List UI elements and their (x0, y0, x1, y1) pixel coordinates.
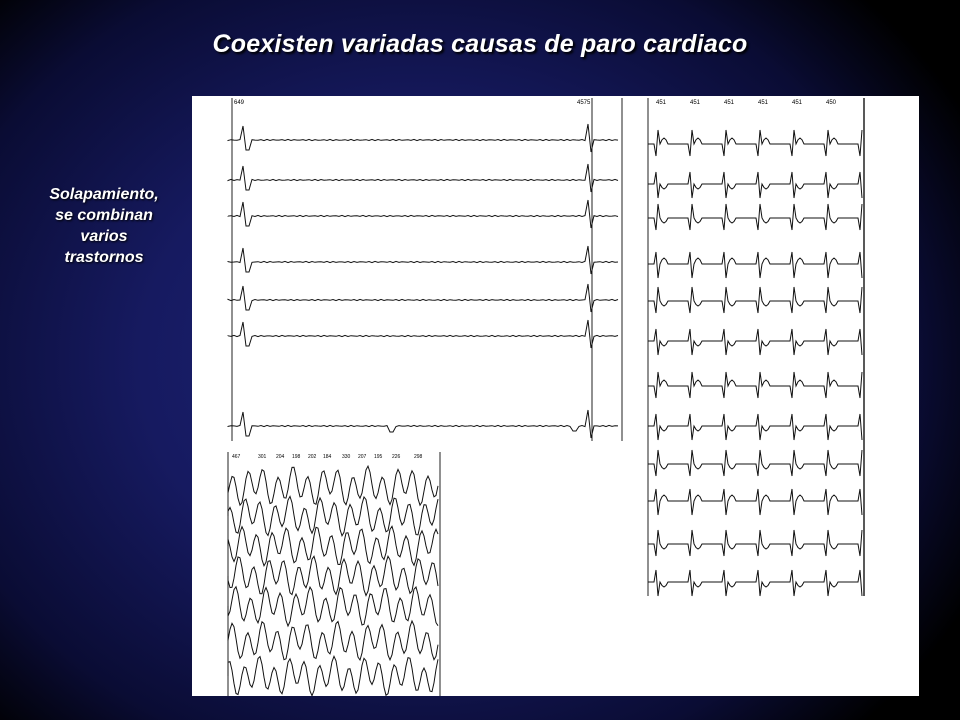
ecg-trace (648, 570, 862, 596)
side-note (20, 184, 188, 268)
ecg-trace (228, 656, 438, 695)
ecg-trace (228, 496, 438, 535)
ecg-label: 451 (758, 100, 769, 106)
ecg-label: 467 (232, 454, 241, 460)
ecg-label: 184 (323, 454, 332, 460)
side-note-line-1: Solapamiento, (49, 186, 159, 203)
ecg-label: 198 (292, 454, 301, 460)
ecg-label: 451 (724, 100, 735, 106)
ecg-trace (648, 450, 862, 476)
ecg-trace (648, 252, 862, 278)
ecg-label: 4575 (577, 100, 591, 106)
ecg-trace (648, 172, 862, 198)
ecg-label: 330 (342, 454, 351, 460)
side-note-line-3: varios (80, 228, 128, 245)
ecg-trace (228, 621, 438, 660)
ecg-trace (228, 320, 618, 348)
ecg-trace (648, 204, 862, 230)
ecg-panel-regular-rhythm (648, 98, 864, 596)
ecg-trace (648, 530, 862, 556)
ecg-label: 301 (258, 454, 267, 460)
ecg-label: 207 (358, 454, 367, 460)
ecg-trace (648, 372, 862, 398)
ecg-trace (228, 410, 618, 438)
ecg-label: 204 (276, 454, 285, 460)
ecg-trace (228, 284, 618, 312)
ecg-label: 202 (308, 454, 317, 460)
ecg-trace (228, 526, 438, 566)
ecg-trace (228, 124, 618, 152)
ecg-trace (228, 556, 438, 595)
ecg-tracings-image (192, 96, 919, 696)
slide-title: Coexisten variadas causas de paro cardiaco (212, 30, 748, 58)
ecg-panel-fibrillation (228, 452, 440, 696)
ecg-label: 451 (690, 100, 701, 106)
ecg-trace (228, 466, 438, 505)
ecg-trace (648, 329, 862, 355)
side-note-line-4: trastornos (64, 249, 144, 266)
ecg-label: 195 (374, 454, 383, 460)
ecg-label: 451 (656, 100, 667, 106)
ecg-trace (228, 164, 618, 192)
ecg-label: 226 (392, 454, 401, 460)
ecg-label: 649 (234, 100, 245, 106)
ecg-trace (228, 246, 618, 274)
ecg-trace (228, 200, 618, 228)
ecg-trace (648, 414, 862, 440)
ecg-figure (192, 96, 919, 696)
ecg-trace (648, 130, 862, 156)
ecg-trace (648, 489, 862, 515)
ecg-label: 450 (826, 100, 837, 106)
ecg-panel-asystole (228, 98, 622, 441)
ecg-trace (648, 287, 862, 313)
ecg-label: 451 (792, 100, 803, 106)
side-note-line-2: se combinan (55, 207, 153, 224)
ecg-label: 298 (414, 454, 423, 460)
